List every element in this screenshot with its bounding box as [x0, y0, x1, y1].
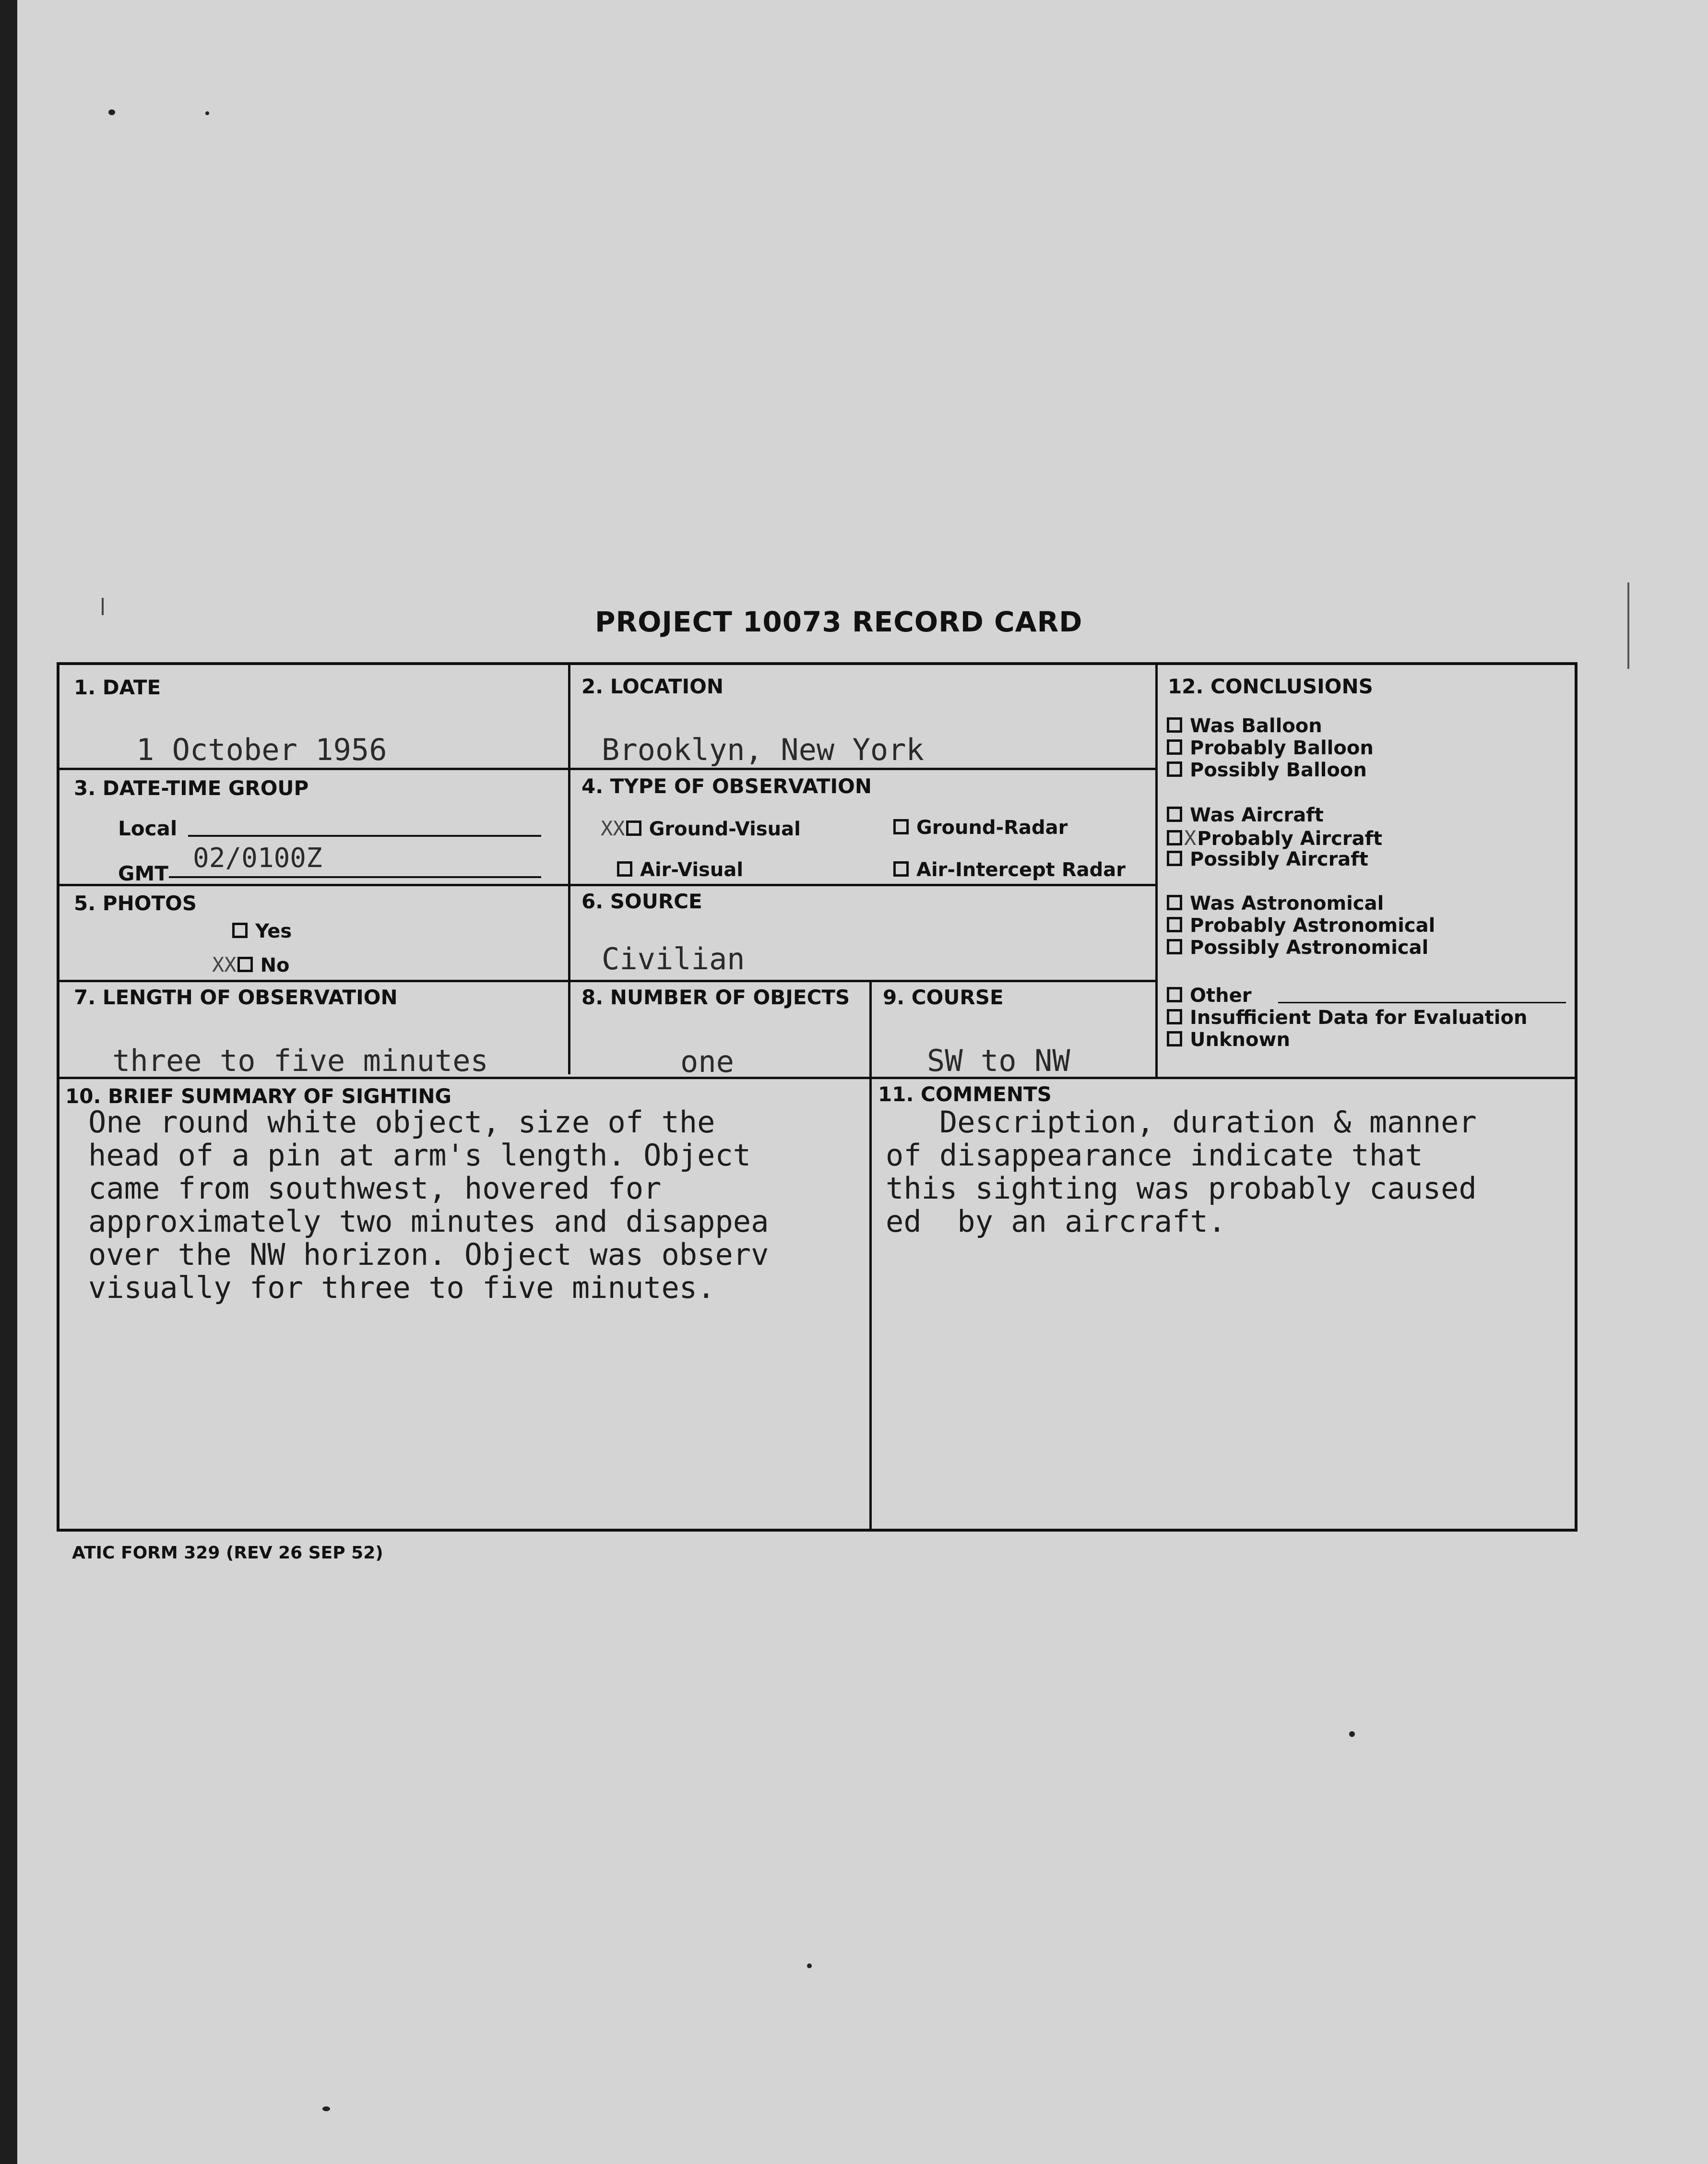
conclusion-text: Possibly Aircraft	[1190, 848, 1368, 870]
source-value: Civilian	[602, 941, 745, 976]
number-of-objects-value: one	[680, 1044, 734, 1079]
photos-label: 5. PHOTOS	[74, 892, 197, 915]
conclusion-possibly-astronomical[interactable]	[1167, 937, 1428, 959]
number-of-objects-label: 8. NUMBER OF OBJECTS	[581, 986, 850, 1009]
conclusion-checkbox[interactable]	[1167, 895, 1182, 910]
location-value: Brooklyn, New York	[602, 732, 924, 767]
conclusion-possibly-aircraft[interactable]	[1167, 848, 1368, 870]
length-of-observation-label: 7. LENGTH OF OBSERVATION	[74, 986, 398, 1009]
form-footer: ATIC FORM 329 (REV 26 SEP 52)	[72, 1543, 383, 1563]
scan-speck	[322, 2106, 330, 2111]
conclusion-checkbox[interactable]	[1167, 830, 1182, 845]
divider	[59, 884, 1155, 886]
ground-visual-option[interactable]	[601, 817, 801, 840]
conclusion-was-astronomical[interactable]	[1167, 892, 1384, 915]
divider	[59, 768, 1155, 770]
conclusion-possibly-balloon[interactable]	[1167, 759, 1367, 781]
summary-line: One round white object, size of the	[88, 1105, 715, 1140]
comments-line: of disappearance indicate that	[886, 1138, 1423, 1173]
scan-speck	[1627, 583, 1629, 669]
conclusion-unknown[interactable]	[1167, 1029, 1290, 1051]
conclusion-checkbox[interactable]	[1167, 1031, 1182, 1046]
comments-line: ed by an aircraft.	[886, 1204, 1226, 1239]
scan-speck	[108, 109, 115, 115]
air-visual-checkbox[interactable]	[617, 861, 632, 877]
course-label: 9. COURSE	[883, 986, 1004, 1009]
air-intercept-radar-text: Air-Intercept Radar	[916, 859, 1126, 881]
conclusion-probably-balloon[interactable]	[1167, 737, 1374, 759]
conclusion-text: Probably Astronomical	[1190, 915, 1435, 937]
photos-no-checkbox[interactable]	[237, 957, 253, 972]
comments-line: this sighting was probably caused	[886, 1171, 1477, 1206]
conclusion-text: Was Aircraft	[1190, 804, 1324, 826]
conclusion-text: Other	[1190, 985, 1252, 1007]
scan-speck	[205, 111, 209, 115]
conclusion-text: Possibly Balloon	[1190, 759, 1367, 781]
conclusion-checkbox[interactable]	[1167, 851, 1182, 866]
summary-label: 10. BRIEF SUMMARY OF SIGHTING	[65, 1084, 451, 1108]
conclusion-text: Was Balloon	[1190, 715, 1322, 737]
other-underline	[1278, 1002, 1566, 1003]
air-visual-option[interactable]	[617, 859, 743, 881]
conclusion-insufficient-data[interactable]	[1167, 1007, 1527, 1029]
conclusion-checkbox[interactable]	[1167, 739, 1182, 755]
record-card	[57, 662, 1578, 1532]
conclusion-checkbox[interactable]	[1167, 807, 1182, 822]
source-label: 6. SOURCE	[581, 890, 702, 913]
gmt-label: GMT	[118, 862, 168, 885]
ground-visual-checkbox[interactable]	[626, 820, 641, 836]
ground-visual-mark: XX	[601, 817, 625, 840]
ground-radar-option[interactable]	[893, 817, 1068, 839]
divider	[1155, 665, 1158, 1079]
conclusion-checkbox[interactable]	[1167, 987, 1182, 1002]
conclusion-checkbox[interactable]	[1167, 1009, 1182, 1024]
length-of-observation-value: three to five minutes	[112, 1043, 488, 1078]
summary-line: head of a pin at arm's length. Object	[88, 1138, 751, 1173]
conclusion-other[interactable]	[1167, 985, 1251, 1007]
photos-yes-text: Yes	[255, 920, 292, 942]
conclusion-was-aircraft[interactable]	[1167, 804, 1324, 826]
summary-line: visually for three to five minutes.	[88, 1270, 715, 1305]
local-label: Local	[118, 817, 178, 840]
probably-aircraft-mark: X	[1184, 826, 1197, 850]
form-title: PROJECT 10073 RECORD CARD	[595, 606, 1083, 638]
conclusion-checkbox[interactable]	[1167, 761, 1182, 777]
photos-no-text: No	[260, 954, 290, 976]
scan-speck	[102, 598, 104, 615]
date-value: 1 October 1956	[136, 732, 387, 767]
conclusion-text: Possibly Astronomical	[1190, 937, 1429, 959]
local-underline	[188, 835, 541, 837]
ground-radar-checkbox[interactable]	[893, 819, 909, 834]
scan-speck	[1349, 1731, 1355, 1737]
ground-radar-text: Ground-Radar	[916, 817, 1068, 839]
conclusion-checkbox[interactable]	[1167, 917, 1182, 932]
divider	[59, 980, 1155, 982]
air-intercept-radar-checkbox[interactable]	[893, 861, 909, 877]
comments-line: Description, duration & manner	[886, 1105, 1477, 1140]
date-label: 1. DATE	[74, 676, 161, 699]
photos-no-mark: XX	[212, 953, 237, 976]
photos-yes-checkbox[interactable]	[232, 923, 248, 938]
conclusion-text: Probably Balloon	[1190, 737, 1374, 759]
photos-yes-option[interactable]	[232, 920, 292, 942]
conclusion-checkbox[interactable]	[1167, 717, 1182, 733]
comments-label: 11. COMMENTS	[878, 1082, 1052, 1106]
conclusion-text: Was Astronomical	[1190, 892, 1384, 915]
gmt-underline	[169, 876, 541, 878]
summary-line: approximately two minutes and disappea	[88, 1204, 769, 1239]
location-label: 2. LOCATION	[581, 675, 724, 698]
ground-visual-text: Ground-Visual	[649, 818, 801, 840]
conclusion-text: Unknown	[1190, 1029, 1290, 1051]
date-time-group-label: 3. DATE-TIME GROUP	[74, 776, 309, 800]
gmt-value: 02/0100Z	[193, 843, 322, 874]
air-intercept-radar-option[interactable]	[893, 859, 1126, 881]
conclusion-probably-astronomical[interactable]	[1167, 915, 1435, 937]
conclusions-label: 12. CONCLUSIONS	[1168, 675, 1373, 698]
divider	[869, 980, 872, 1532]
air-visual-text: Air-Visual	[640, 859, 744, 881]
conclusion-checkbox[interactable]	[1167, 939, 1182, 954]
conclusion-text: Insufficient Data for Evaluation	[1190, 1007, 1528, 1029]
summary-line: over the NW horizon. Object was observ	[88, 1237, 769, 1272]
summary-line: came from southwest, hovered for	[88, 1171, 662, 1206]
scan-speck	[807, 1963, 812, 1968]
photos-no-option[interactable]	[212, 953, 290, 976]
scan-edge	[0, 0, 17, 2164]
divider	[568, 665, 570, 1074]
conclusion-text: Probably Aircraft	[1197, 828, 1383, 850]
course-value: SW to NW	[927, 1043, 1070, 1078]
conclusion-was-balloon[interactable]	[1167, 715, 1322, 737]
conclusion-probably-aircraft[interactable]	[1167, 826, 1382, 850]
type-of-observation-label: 4. TYPE OF OBSERVATION	[581, 774, 872, 798]
